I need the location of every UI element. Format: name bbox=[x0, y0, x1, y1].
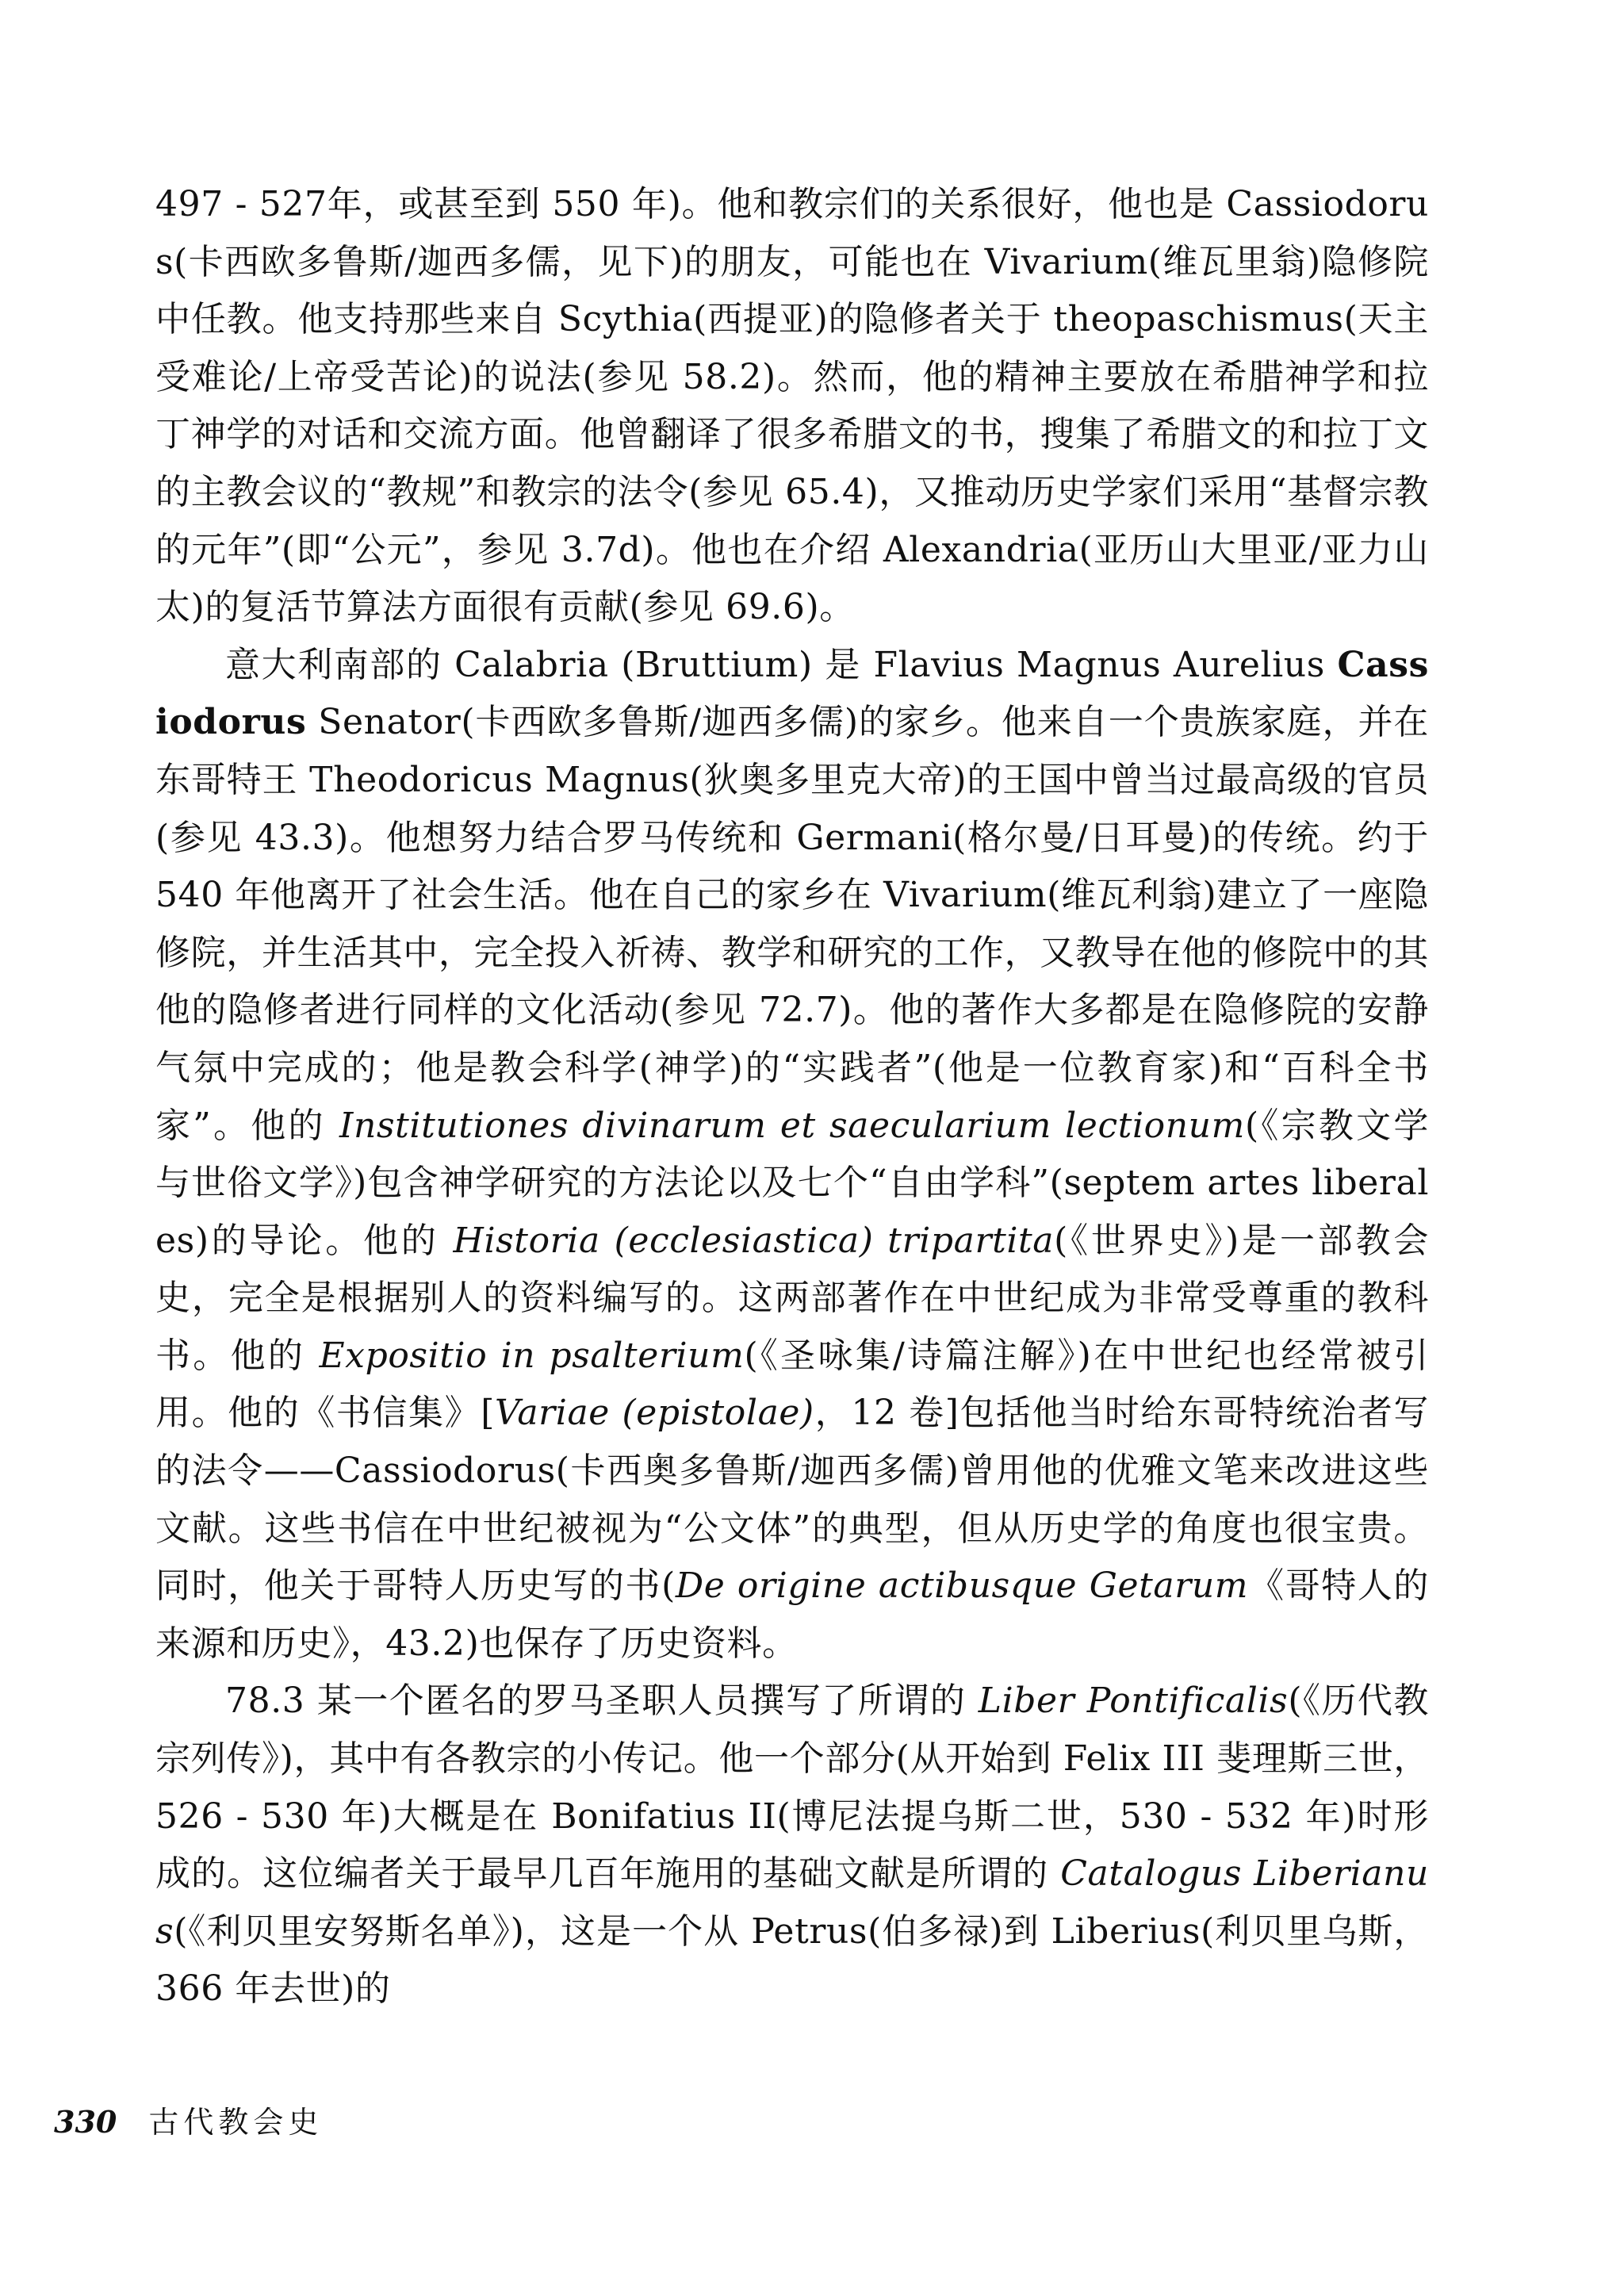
italic-title-text: Liber Pontificalis bbox=[978, 1680, 1289, 1722]
running-title: 古代教会史 bbox=[148, 2105, 324, 2140]
paragraph-text: 《哥特人的来源和历史》，43.2)也保存了历史资料。 bbox=[155, 1565, 1430, 1664]
page-body bbox=[155, 176, 1429, 2018]
paragraph-text: ，12 卷]包括他当时给东哥特统治者写的法令——Cassiodorus(卡西奥多鲁斯/迦西多儒)曾用他的优雅文笔来改进这些文献。这些书信在中世纪被视为“公文体”的典型，但从历史学的角度也很宝贵。同时，他关于哥特人历史写的书( bbox=[155, 1393, 1429, 1607]
paragraph-text: (《利贝里安努斯名单》)，这是一个从 Petrus(伯多禄)到 Liberius(利贝里乌斯，366 年去世)的 bbox=[155, 1910, 1429, 2010]
paragraph-2 bbox=[155, 637, 1429, 1673]
italic-title-text: Catalogus Liberianus bbox=[155, 1853, 1429, 1952]
italic-title-text: Historia (ecclesiastica) tripartita bbox=[453, 1220, 1055, 1261]
bold-name-text: Cassiodorus bbox=[155, 644, 1429, 743]
paragraph-text: 意大利南部的 Calabria (Bruttium) 是 Flavius Magnus Aurelius bbox=[225, 644, 1338, 685]
paragraph-1 bbox=[155, 176, 1429, 637]
italic-title-text: Variae (epistolae) bbox=[494, 1393, 814, 1434]
page-footer bbox=[54, 2098, 323, 2141]
paragraph-text: 497 - 527年，或甚至到 550 年)。他和教宗们的关系很好，他也是 Cassiodorus(卡西欧多鲁斯/迦西多儒，见下)的朋友，可能也在 Vivarium(维瓦里翁)隐修院中任教。他支持那些来自 Scythia(西提亚)的隐修者关于 theopaschismus(天主受难论/上帝受苦论)的说法(参见 58.2)。然而，他的精神主要放在希腊神学和拉丁神学的对话和交流方面。他曾翻译了很多希腊文的书，搜集了希腊文的和拉丁文的主教会议的“教规”和教宗的法令(参见 65.4)，又推动历史学家们采用“基督宗教的元年”(即“公元”，参见 3.7d)。他也在介绍 Alexandria(亚历山大里亚/亚力山太)的复活节算法方面很有贡献(参见 69.6)。 bbox=[155, 184, 1429, 628]
paragraph-text: 78.3 某一个匿名的罗马圣职人员撰写了所谓的 bbox=[225, 1680, 979, 1722]
paragraph-text: (《世界史》)是一部教会史，完全是根据别人的资料编写的。这两部著作在中世纪成为非常受尊重的教科书。他的 bbox=[155, 1220, 1430, 1376]
italic-title-text: De origine actibusque Getarum bbox=[675, 1565, 1249, 1607]
page-number: 330 bbox=[54, 2104, 117, 2140]
paragraph-text: Senator(卡西欧多鲁斯/迦西多儒)的家乡。他来自一个贵族家庭，并在东哥特王 Theodoricus Magnus(狄奥多里克大帝)的王国中曾当过最高级的官员(参见 43.3)。他想努力结合罗马传统和 Germani(格尔曼/日耳曼)的传统。约于 540 年他离开了社会生活。他在自己的家乡在 Vivarium(维瓦利翁)建立了一座隐修院，并生活其中，完全投入祈祷、教学和研究的工作，又教导在他的修院中的其他的隐修者进行同样的文化活动(参见 72.7)。他的著作大多都是在隐修院的安静气氛中完成的；他是教会科学(神学)的“实践者”(他是一位教育家)和“百科全书家”。他的 bbox=[155, 702, 1429, 1146]
paragraph-text: (《圣咏集/诗篇注解》)在中世纪也经常被引用。他的《书信集》[ bbox=[155, 1335, 1429, 1434]
paragraph-text: (《宗教文学与世俗文学》)包含神学研究的方法论以及七个“自由学科”(septem artes liberales)的导论。他的 bbox=[155, 1105, 1429, 1261]
paragraph-text: (《历代教宗列传》)，其中有各教宗的小传记。他一个部分(从开始到 Felix III 斐理斯三世，526 - 530 年)大概是在 Bonifatius II(博尼法提乌斯二世，530 - 532 年)时形成的。这位编者关于最早几百年施用的基础文献是所谓的 bbox=[155, 1680, 1429, 1895]
italic-title-text: Expositio in psalterium bbox=[319, 1335, 745, 1376]
paragraph-3 bbox=[155, 1673, 1429, 2018]
italic-title-text: Institutiones divinarum et saecularium lectionum bbox=[339, 1105, 1245, 1146]
